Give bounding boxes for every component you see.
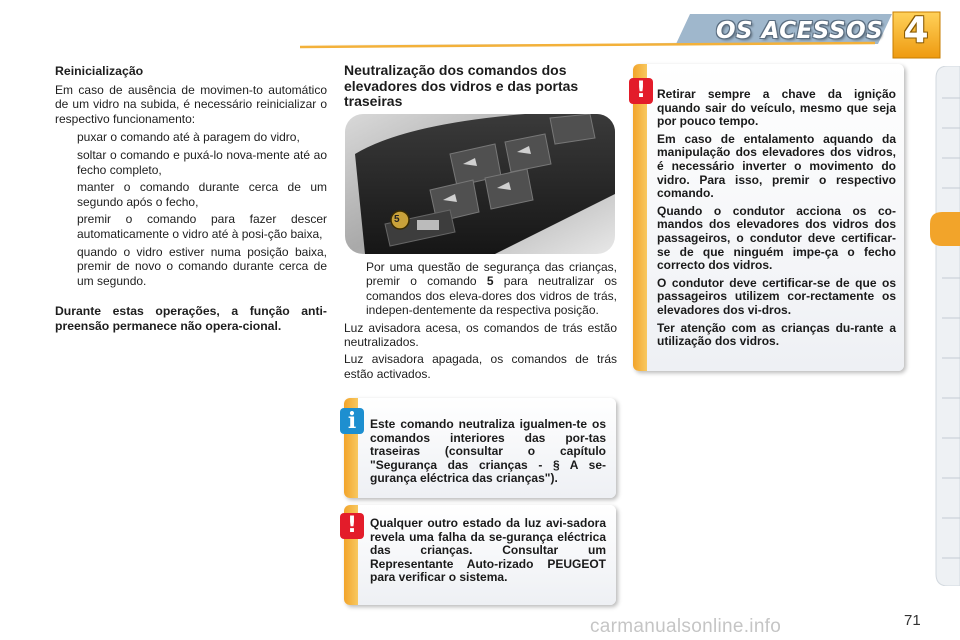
neutralization-heading: Neutralização dos comandos dos elevadores dos vidros e das portas traseiras — [344, 62, 579, 109]
list-item: Por uma questão de segurança das crianças, premir o comando 5 para neutralizar os comandos dos eleva-dores dos vidros de trás, indepen-dentemente da respectiva posição. — [366, 260, 618, 318]
warning-icon: ! — [340, 513, 364, 539]
list-item: quando o vidro estiver numa posição baixa, premir de novo o comando durante cerca de um segundo. — [77, 244, 327, 288]
active-chapter-tab — [930, 212, 960, 246]
safety-warning-5: Ter atenção com as crianças du-rante a utilização dos vidros. — [657, 320, 896, 349]
list-item: premir o comando para fazer descer automaticamente o vidro até à posi-ção baixa, — [77, 212, 327, 241]
fault-warning-text: Qualquer outro estado da luz avi-sadora revela uma falha da se-gurança eléctrica das crianças. Consultar um Representante Auto-rizado PEUGEOT para verificar o sistema. — [370, 516, 606, 585]
list-item: puxar o comando até à paragem do vidro, — [77, 130, 300, 145]
reset-heading: Reinicialização — [55, 64, 144, 78]
reset-section — [55, 64, 327, 334]
chapter-tabs — [928, 66, 960, 586]
callout-5: 5 — [394, 214, 400, 225]
list-item: soltar o comando e puxá-lo nova-mente até ao fecho completo, — [77, 147, 327, 177]
reset-intro: Em caso de ausência de movimen-to automático de um vidro na subida, é necessário reinicializar o respectivo funcionamento: — [55, 82, 327, 126]
chapter-number: 4 — [903, 10, 929, 51]
warning-box-safety — [633, 64, 904, 371]
window-switch-photo — [345, 114, 615, 254]
chapter-title: OS ACESSOS — [716, 18, 884, 44]
neutralization-section — [344, 63, 617, 110]
info-text: Este comando neutraliza igualmen-te os comandos interiores das por-tas traseiras (consultar o capítulo "Segurança das crianças - § A se-gurança eléctrica das crianças"). — [370, 417, 606, 486]
control-number: 5 — [486, 274, 494, 289]
safety-warnings — [657, 88, 896, 353]
warning-box-fault — [344, 505, 616, 605]
watermark: carmanualsonline.info — [590, 616, 782, 637]
warning-icon: ! — [629, 78, 653, 104]
light-off-text: Luz avisadora apagada, os comandos de trás estão activados. — [344, 352, 617, 381]
info-box — [344, 398, 616, 498]
safety-warning-2: Em caso de entalamento aquando da manipulação dos elevadores dos vidros, é necessário inverter o movimento do vidro. Para isso, premir o respectivo comando. — [657, 131, 896, 201]
info-icon: i — [340, 408, 364, 434]
anti-pinch-notice: Durante estas operações, a função anti-preensão permanece não opera-cional. — [55, 304, 327, 333]
page-number: 71 — [904, 612, 921, 629]
neutralization-text — [344, 260, 617, 384]
light-on-text: Luz avisadora acesa, os comandos de trás estão neutralizados. — [344, 320, 617, 350]
list-item: manter o comando durante cerca de um segundo após o fecho, — [77, 180, 327, 209]
safety-warning-3: Quando o condutor acciona os co-mandos dos elevadores dos vidros dos passageiros, o condutor deve certificar-se de que ninguém impe-ça o fecho correcto dos vidros. — [657, 203, 896, 273]
reset-steps — [55, 130, 327, 288]
safety-warning-4: O condutor deve certificar-se de que os passageiros utilizem cor-rectamente os elevadores dos vi-dros. — [657, 275, 896, 317]
safety-warning-1: Retirar sempre a chave da ignição quando sair do veículo, mesmo que seja por pouco tempo. — [657, 87, 896, 129]
